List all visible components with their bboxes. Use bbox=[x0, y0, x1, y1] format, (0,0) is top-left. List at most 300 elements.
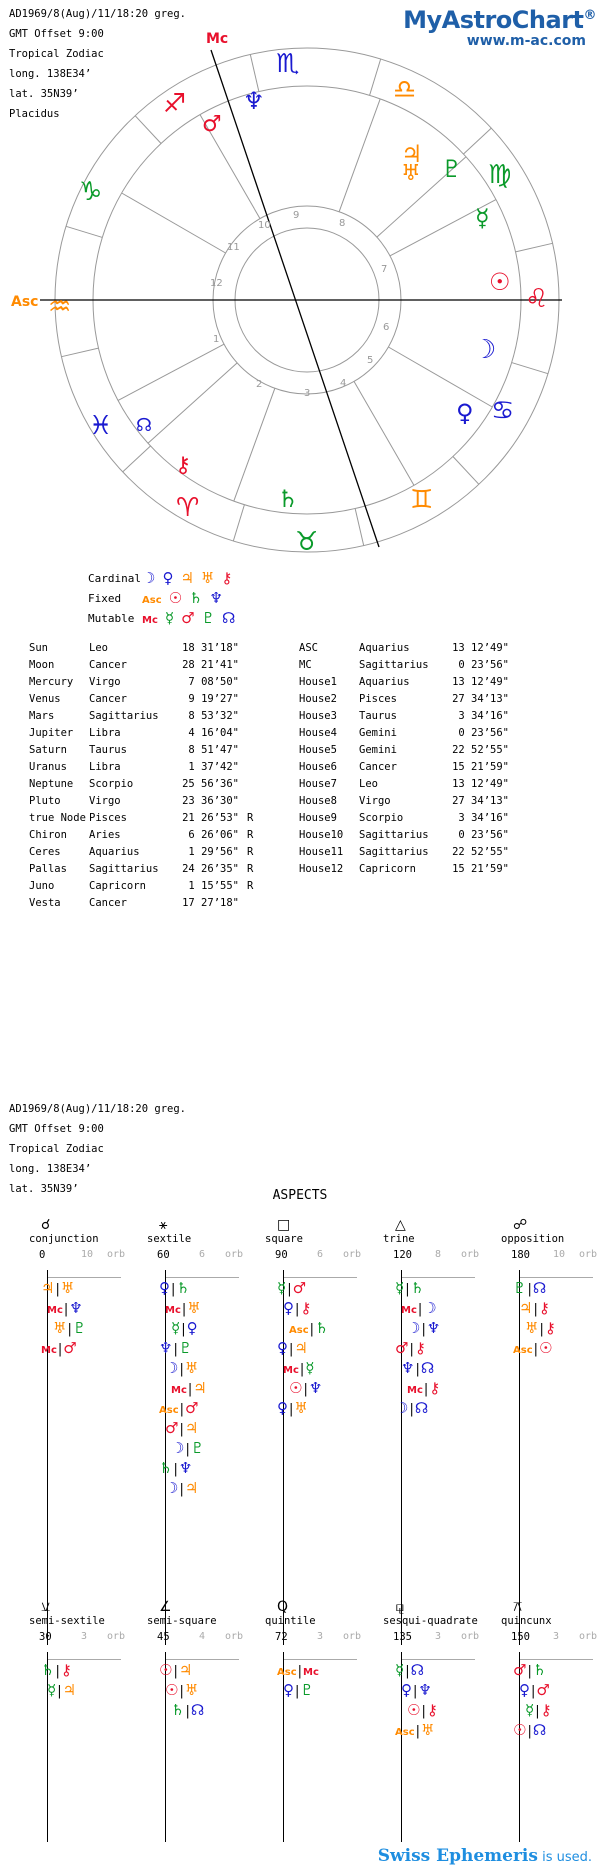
glyph-icon: ⚷ bbox=[544, 1319, 556, 1337]
house-number-2: 2 bbox=[256, 379, 263, 390]
pair-separator: | bbox=[423, 1382, 429, 1397]
aspect-column-semi-sextile bbox=[29, 1599, 139, 1699]
swiss-brand: Swiss Ephemeris bbox=[377, 1846, 538, 1866]
pair-separator: | bbox=[413, 1684, 418, 1699]
aspect-name: trine bbox=[383, 1233, 415, 1245]
aspect-name: square bbox=[265, 1233, 303, 1245]
aspect-pair bbox=[41, 1319, 86, 1339]
planet-sign: Cancer bbox=[89, 692, 127, 705]
planet-name: Saturn bbox=[29, 743, 67, 756]
orb-scale-line bbox=[165, 1659, 239, 1660]
glyph-icon: ♂ bbox=[536, 1681, 550, 1699]
aspect-pair bbox=[277, 1319, 328, 1339]
house-sign: Scorpio bbox=[359, 811, 404, 824]
aspect-pair bbox=[513, 1299, 556, 1319]
glyph-icon: ☉ bbox=[289, 1379, 303, 1397]
planet-sign: Scorpio bbox=[89, 777, 134, 790]
glyph-icon: ♃ bbox=[180, 569, 194, 587]
sign-divider bbox=[464, 128, 492, 154]
orb-scale-line bbox=[283, 1277, 357, 1278]
pair-separator: | bbox=[527, 1664, 532, 1679]
legend-mutable-row bbox=[88, 608, 242, 628]
aspect-pairs bbox=[395, 1279, 440, 1419]
house-degree: 22 52’55" bbox=[452, 743, 509, 756]
glyph-icon: ♂ bbox=[513, 1661, 527, 1679]
planet-sign: Libra bbox=[89, 726, 121, 739]
planet-degree: 8 51’47" bbox=[188, 743, 239, 756]
glyph-icon: ♂ bbox=[185, 1399, 199, 1417]
pair-separator: | bbox=[415, 1724, 421, 1739]
house-number-10: 10 bbox=[258, 220, 271, 231]
point-label: Mc bbox=[165, 1305, 181, 1316]
pair-separator: | bbox=[57, 1342, 63, 1357]
aspect-column-semi-square bbox=[147, 1599, 257, 1719]
aspect-pairs bbox=[277, 1661, 319, 1701]
house-row bbox=[299, 843, 509, 860]
aspect-icon: Q bbox=[277, 1599, 289, 1615]
aspect-pair bbox=[41, 1681, 76, 1701]
logo-reg: ® bbox=[583, 8, 596, 23]
pair-separator: | bbox=[287, 1282, 292, 1297]
planet-sign: Leo bbox=[89, 641, 108, 654]
leo-icon: ♌ bbox=[525, 284, 549, 314]
aspect-pair bbox=[159, 1419, 207, 1439]
longitude: long. 138E34’ bbox=[9, 68, 92, 80]
aspect-column-trine bbox=[383, 1217, 493, 1417]
aspect-pair bbox=[277, 1299, 328, 1319]
aspect-pair bbox=[159, 1661, 204, 1681]
glyph-icon: ⚷ bbox=[538, 1299, 550, 1317]
glyph-icon: ♅ bbox=[184, 1681, 199, 1699]
house-name: House9 bbox=[299, 811, 337, 824]
pair-separator: | bbox=[57, 1684, 62, 1699]
planet-degree: 23 36’30" bbox=[182, 794, 239, 807]
pair-separator: | bbox=[533, 1342, 539, 1357]
birth-datetime: AD1969/8(Aug)/11/18:20 greg. bbox=[9, 8, 187, 20]
house-row bbox=[299, 656, 509, 673]
mercury-icon: ☿ bbox=[475, 204, 490, 232]
pair-separator: | bbox=[299, 1362, 305, 1377]
glyph-icon: ⚷ bbox=[221, 569, 233, 587]
planet-sign: Capricorn bbox=[89, 879, 146, 892]
house-row bbox=[299, 775, 509, 792]
retrograde-flag bbox=[239, 894, 259, 911]
aspect-icon: ⚹ bbox=[159, 1217, 168, 1233]
aspect-pair bbox=[159, 1439, 207, 1459]
planet-row bbox=[29, 707, 259, 724]
point-label: Asc bbox=[395, 1727, 415, 1738]
aspect-pair bbox=[513, 1681, 552, 1701]
natal-chart-wheel bbox=[0, 0, 600, 560]
pair-separator: | bbox=[295, 1302, 300, 1317]
orb-scale-line bbox=[401, 1277, 475, 1278]
house-cusp-line bbox=[339, 99, 380, 212]
glyph-icon: ♀ bbox=[283, 1681, 294, 1699]
glyph-icon: ♆ bbox=[308, 1379, 323, 1397]
aspect-degree: 120 bbox=[393, 1249, 412, 1261]
pair-separator: | bbox=[179, 1684, 184, 1699]
pair-separator: | bbox=[67, 1322, 72, 1337]
aspect-icon: □ bbox=[277, 1217, 291, 1233]
point-label: Asc bbox=[513, 1345, 533, 1356]
glyph-icon: ☉ bbox=[513, 1721, 527, 1739]
planet-row bbox=[29, 860, 259, 877]
aspect-degree: 180 bbox=[511, 1249, 530, 1261]
glyph-icon: ♂ bbox=[292, 1279, 307, 1297]
aspect-pair bbox=[395, 1701, 438, 1721]
house-degree: 3 34’16" bbox=[458, 709, 509, 722]
house-number-5: 5 bbox=[367, 355, 374, 366]
glyph-icon: ♇ bbox=[300, 1681, 314, 1699]
latitude-2: lat. 35N39’ bbox=[9, 1183, 79, 1195]
orb-tick-label: 3 bbox=[435, 1631, 442, 1642]
aspect-column-quintile bbox=[265, 1599, 375, 1699]
glyph-icon: ♃ bbox=[178, 1661, 193, 1679]
orb-label: orb bbox=[579, 1631, 598, 1642]
glyph-icon: ♂ bbox=[181, 609, 195, 627]
planet-row bbox=[29, 843, 259, 860]
pair-separator: | bbox=[289, 1342, 294, 1357]
house-cusp-line bbox=[118, 344, 224, 400]
logo-url: www.m-ac.com bbox=[466, 33, 586, 49]
glyph-icon: ♆ bbox=[426, 1319, 441, 1337]
house-system: Placidus bbox=[9, 108, 60, 120]
glyph-icon: ♂ bbox=[395, 1339, 409, 1357]
glyph-icon: ♅ bbox=[60, 1279, 75, 1297]
latitude: lat. 35N39’ bbox=[9, 88, 79, 100]
glyph-icon: ♆ bbox=[418, 1681, 432, 1699]
house-degree: 3 34’16" bbox=[458, 811, 509, 824]
planet-row bbox=[29, 758, 259, 775]
aspect-pair bbox=[277, 1339, 328, 1359]
orb-scale-line bbox=[519, 1277, 593, 1278]
pair-separator: | bbox=[173, 1462, 178, 1477]
glyph-icon: ⚷ bbox=[60, 1661, 72, 1679]
libra-icon: ♎ bbox=[393, 75, 417, 105]
planet-sign: Cancer bbox=[89, 896, 127, 909]
house-row bbox=[299, 690, 509, 707]
house-number-1: 1 bbox=[213, 334, 220, 345]
legend-cardinal-row bbox=[88, 568, 242, 588]
pair-separator: | bbox=[185, 1704, 190, 1719]
sign-divider bbox=[66, 226, 102, 237]
glyph-icon: ☉ bbox=[539, 1339, 553, 1357]
orb-label: orb bbox=[461, 1249, 480, 1260]
point-label: Asc bbox=[289, 1325, 309, 1336]
orb-label: orb bbox=[107, 1631, 126, 1642]
pair-separator: | bbox=[531, 1684, 536, 1699]
planet-sign: Virgo bbox=[89, 675, 121, 688]
glyph-icon: ♅ bbox=[525, 1319, 539, 1337]
aspect-name: quintile bbox=[265, 1615, 316, 1627]
point-label: Mc bbox=[401, 1305, 417, 1316]
house-name: House3 bbox=[299, 709, 337, 722]
house-sign: Virgo bbox=[359, 794, 391, 807]
orb-label: orb bbox=[461, 1631, 480, 1642]
aspect-pairs bbox=[159, 1279, 207, 1499]
legend-mutable-label: Mutable bbox=[88, 611, 135, 625]
retrograde-flag bbox=[239, 724, 259, 741]
house-sign: Capricorn bbox=[359, 862, 416, 875]
house-sign: Gemini bbox=[359, 743, 397, 756]
planet-row bbox=[29, 639, 259, 656]
house-cusp-line bbox=[148, 363, 237, 443]
pair-separator: | bbox=[185, 1442, 190, 1457]
birth-datetime-2: AD1969/8(Aug)/11/18:20 greg. bbox=[9, 1103, 187, 1115]
aspect-pairs bbox=[513, 1279, 556, 1359]
glyph-icon: ☿ bbox=[47, 1681, 57, 1699]
aspect-pair bbox=[395, 1279, 440, 1299]
orb-tick-label: 10 bbox=[553, 1249, 566, 1260]
scorpio-icon: ♏ bbox=[276, 49, 300, 79]
orb-label: orb bbox=[225, 1631, 244, 1642]
aspect-pair bbox=[41, 1661, 76, 1681]
glyph-icon: ♄ bbox=[189, 589, 203, 607]
pair-separator: | bbox=[187, 1382, 193, 1397]
aspect-pair bbox=[277, 1359, 328, 1379]
aspect-pair bbox=[41, 1279, 86, 1299]
aspect-pair bbox=[159, 1359, 207, 1379]
glyph-icon: ☊ bbox=[532, 1279, 547, 1297]
glyph-icon: ♂ bbox=[63, 1339, 77, 1357]
orb-tick-label: 3 bbox=[553, 1631, 560, 1642]
glyph-icon: ♅ bbox=[184, 1359, 199, 1377]
glyph-icon: ♆ bbox=[178, 1459, 193, 1477]
aspect-degree: 150 bbox=[511, 1631, 530, 1643]
planet-degree: 21 26’53" bbox=[182, 811, 239, 824]
orb-scale-line bbox=[165, 1277, 239, 1278]
legend-fixed-symbols bbox=[142, 589, 230, 607]
aspect-pair bbox=[395, 1299, 440, 1319]
planet-degree: 6 26’06" bbox=[188, 828, 239, 841]
house-degree: 0 23’56" bbox=[458, 726, 509, 739]
aspect-icon: ⚻ bbox=[513, 1599, 523, 1615]
pair-separator: | bbox=[527, 1282, 532, 1297]
aspect-degree: 30 bbox=[39, 1631, 52, 1643]
glyph-icon: ⚷ bbox=[429, 1379, 441, 1397]
house-name: House11 bbox=[299, 845, 344, 858]
aspect-icon: ∠ bbox=[159, 1599, 172, 1615]
pair-separator: | bbox=[179, 1482, 184, 1497]
aspect-column-quincunx bbox=[501, 1599, 600, 1739]
aspect-pairs bbox=[513, 1661, 552, 1741]
planet-sign: Aquarius bbox=[89, 845, 140, 858]
house-row bbox=[299, 741, 509, 758]
sign-divider bbox=[516, 243, 553, 252]
house-number-4: 4 bbox=[340, 378, 347, 389]
retrograde-flag bbox=[239, 656, 259, 673]
venus-icon: ♀ bbox=[456, 399, 474, 427]
aspect-pairs bbox=[41, 1279, 86, 1359]
house-row bbox=[299, 758, 509, 775]
pair-separator: | bbox=[535, 1704, 540, 1719]
retrograde-flag bbox=[239, 792, 259, 809]
glyph-icon: ☊ bbox=[190, 1701, 205, 1719]
taurus-icon: ♉ bbox=[295, 527, 319, 557]
sign-divider bbox=[123, 446, 151, 472]
aspect-icon: ☌ bbox=[41, 1217, 51, 1233]
planet-name: Moon bbox=[29, 658, 55, 671]
glyph-icon: ☽ bbox=[165, 1479, 179, 1497]
glyph-icon: ♀ bbox=[277, 1399, 288, 1417]
glyph-icon: ♇ bbox=[513, 1279, 527, 1297]
aspect-degree: 90 bbox=[275, 1249, 288, 1261]
orb-label: orb bbox=[343, 1631, 362, 1642]
house-sign: Aquarius bbox=[359, 675, 410, 688]
aspect-pair bbox=[159, 1479, 207, 1499]
planet-name: Chiron bbox=[29, 828, 67, 841]
planet-name: Mercury bbox=[29, 675, 74, 688]
zodiac-type: Tropical Zodiac bbox=[9, 48, 104, 60]
house-row bbox=[299, 724, 509, 741]
pair-separator: | bbox=[55, 1282, 60, 1297]
planet-sign: Cancer bbox=[89, 658, 127, 671]
pair-separator: | bbox=[421, 1704, 426, 1719]
aries-icon: ♈ bbox=[176, 493, 200, 523]
retrograde-flag bbox=[239, 758, 259, 775]
planet-row bbox=[29, 792, 259, 809]
house-name: House5 bbox=[299, 743, 337, 756]
retrograde-flag: R bbox=[247, 845, 254, 858]
aspect-pair bbox=[395, 1721, 438, 1741]
sign-divider bbox=[512, 363, 548, 374]
house-sign: Aquarius bbox=[359, 641, 410, 654]
legend-mutable-symbols bbox=[142, 609, 242, 627]
glyph-icon: ♅ bbox=[200, 569, 215, 587]
aspect-name: quincunx bbox=[501, 1615, 552, 1627]
orb-scale-line bbox=[283, 1659, 357, 1660]
swiss-suffix: is used. bbox=[537, 1850, 592, 1865]
pair-separator: | bbox=[173, 1342, 178, 1357]
house-row bbox=[299, 639, 509, 656]
mc-ic-axis bbox=[211, 50, 379, 547]
house-degree: 27 34’13" bbox=[452, 794, 509, 807]
aspect-pair bbox=[395, 1399, 440, 1419]
aspect-pair bbox=[395, 1661, 438, 1681]
pair-separator: | bbox=[405, 1282, 410, 1297]
planet-name: Uranus bbox=[29, 760, 67, 773]
aspect-pair bbox=[395, 1319, 440, 1339]
legend-fixed-label: Fixed bbox=[88, 591, 122, 605]
orb-scale-line bbox=[47, 1277, 121, 1278]
orb-scale-line bbox=[519, 1659, 593, 1660]
pair-separator: | bbox=[539, 1322, 544, 1337]
sign-divider bbox=[135, 116, 161, 144]
house-number-6: 6 bbox=[383, 322, 390, 333]
planet-row bbox=[29, 690, 259, 707]
planet-sign: Libra bbox=[89, 760, 121, 773]
planet-degree: 28 21’41" bbox=[182, 658, 239, 671]
orb-tick-label: 6 bbox=[199, 1249, 206, 1260]
house-sign: Leo bbox=[359, 777, 378, 790]
planet-row bbox=[29, 894, 259, 911]
aspect-column-square bbox=[265, 1217, 375, 1417]
aspects-header bbox=[9, 1099, 186, 1199]
house-degree: 13 12’49" bbox=[452, 641, 509, 654]
aspect-pair bbox=[277, 1279, 328, 1299]
sign-divider bbox=[370, 59, 381, 95]
glyph-icon: ♃ bbox=[184, 1419, 199, 1437]
glyph-icon: ☽ bbox=[142, 569, 156, 587]
chiron-icon: ⚷ bbox=[175, 453, 192, 478]
glyph-icon: ♄ bbox=[171, 1701, 185, 1719]
pair-separator: | bbox=[289, 1402, 294, 1417]
moon-icon: ☽ bbox=[473, 335, 497, 365]
glyph-icon: ♄ bbox=[315, 1319, 329, 1337]
glyph-icon: ♀ bbox=[277, 1339, 288, 1357]
planet-sign: Aries bbox=[89, 828, 121, 841]
glyph-icon: ♃ bbox=[193, 1379, 207, 1397]
house-number-3: 3 bbox=[304, 388, 311, 399]
planet-degree: 25 56’36" bbox=[182, 777, 239, 790]
aspect-pair bbox=[395, 1359, 440, 1379]
pair-separator: | bbox=[63, 1302, 69, 1317]
planet-sign: Sagittarius bbox=[89, 709, 159, 722]
planet-name: Ceres bbox=[29, 845, 61, 858]
point-label: Mc bbox=[142, 615, 158, 626]
aspect-pair bbox=[159, 1339, 207, 1359]
house-name: House6 bbox=[299, 760, 337, 773]
aspect-pair bbox=[159, 1701, 204, 1721]
aspect-pair bbox=[395, 1379, 440, 1399]
glyph-icon: ♅ bbox=[421, 1721, 435, 1739]
house-name: MC bbox=[299, 658, 312, 671]
gemini-icon: ♊ bbox=[410, 485, 434, 515]
house-degree: 15 21’59" bbox=[452, 760, 509, 773]
glyph-icon: ♅ bbox=[294, 1399, 308, 1417]
planet-degree: 1 29’56" bbox=[188, 845, 239, 858]
pair-separator: | bbox=[417, 1302, 423, 1317]
planet-row bbox=[29, 809, 259, 826]
orb-tick-label: 6 bbox=[317, 1249, 324, 1260]
house-degree: 13 12’49" bbox=[452, 777, 509, 790]
glyph-icon: ☊ bbox=[222, 609, 236, 627]
glyph-icon: ♄ bbox=[176, 1279, 190, 1297]
aspect-pair bbox=[513, 1721, 552, 1741]
aspect-pair bbox=[395, 1339, 440, 1359]
glyph-icon: ☉ bbox=[165, 1681, 179, 1699]
orb-tick-label: 3 bbox=[81, 1631, 88, 1642]
glyph-icon: ⚷ bbox=[414, 1339, 426, 1357]
pair-separator: | bbox=[173, 1664, 178, 1679]
planet-sign: Pisces bbox=[89, 811, 127, 824]
retrograde-flag bbox=[239, 690, 259, 707]
aspect-pair bbox=[41, 1299, 86, 1319]
aspect-pair bbox=[513, 1339, 556, 1359]
legend-cardinal-label: Cardinal bbox=[88, 571, 141, 585]
glyph-icon: ☿ bbox=[171, 1319, 181, 1337]
aspect-pairs bbox=[159, 1661, 204, 1721]
glyph-icon: ♄ bbox=[532, 1661, 547, 1679]
glyph-icon: ☽ bbox=[395, 1399, 409, 1417]
planet-sign: Taurus bbox=[89, 743, 127, 756]
planet-row bbox=[29, 775, 259, 792]
glyph-icon: ☿ bbox=[395, 1279, 405, 1297]
glyph-icon: ♃ bbox=[62, 1681, 77, 1699]
house-row bbox=[299, 809, 509, 826]
point-label: Mc bbox=[171, 1385, 187, 1396]
retrograde-flag bbox=[239, 673, 259, 690]
house-name: House4 bbox=[299, 726, 337, 739]
house-sign: Sagittarius bbox=[359, 828, 429, 841]
orb-tick-label: 8 bbox=[435, 1249, 442, 1260]
gmt-offset: GMT Offset 9:00 bbox=[9, 28, 104, 40]
glyph-icon: ♀ bbox=[162, 569, 174, 587]
aspect-pair bbox=[395, 1681, 438, 1701]
pair-separator: | bbox=[295, 1684, 300, 1699]
swiss-ephemeris-credit[interactable] bbox=[378, 1846, 592, 1866]
aspect-pair bbox=[159, 1299, 207, 1319]
